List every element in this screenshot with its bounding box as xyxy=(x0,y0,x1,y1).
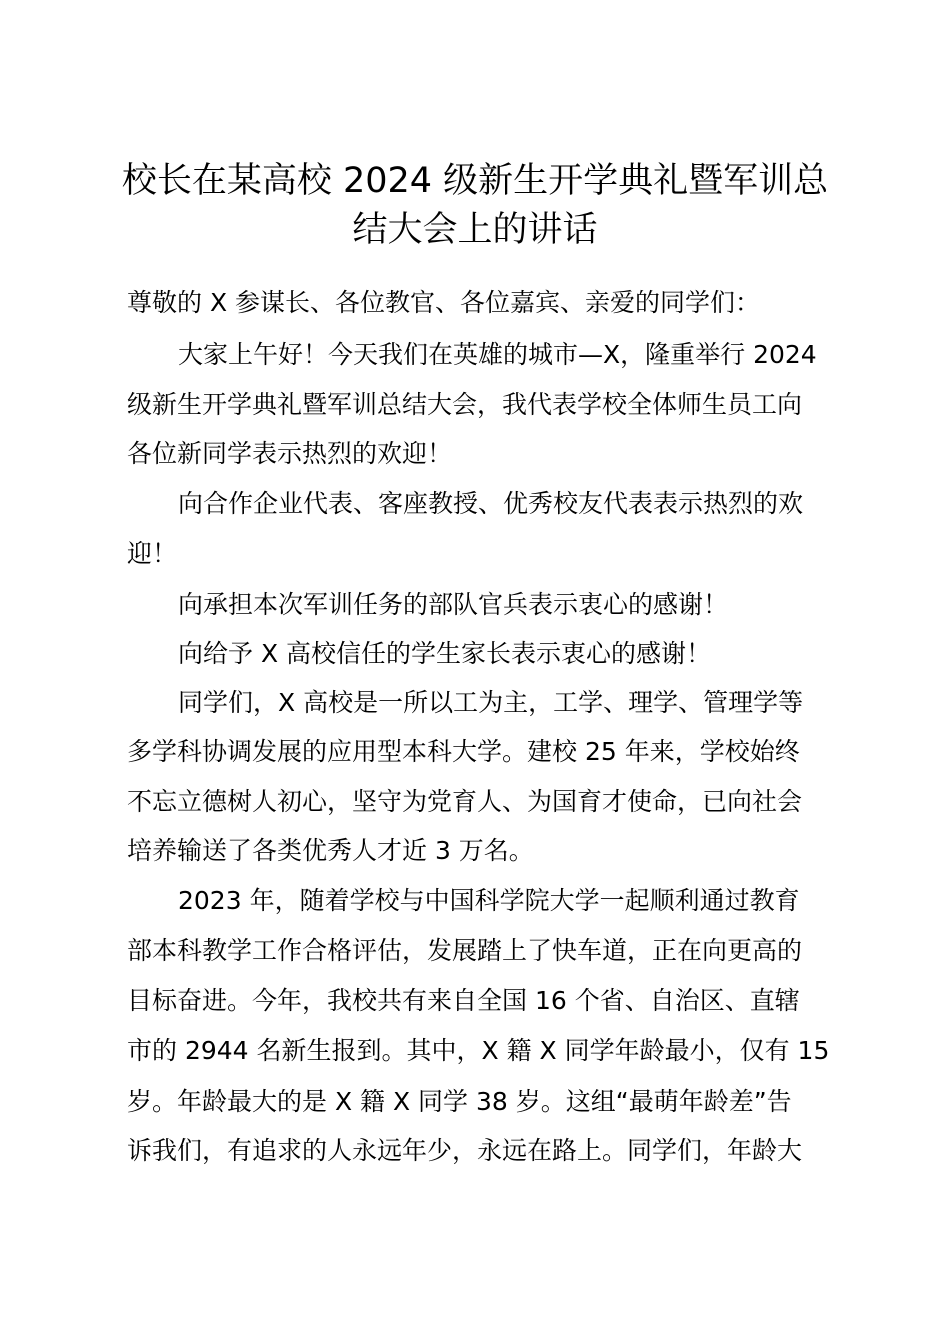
body-line: 向给予 X 高校信任的学生家长表示衷心的感谢！ xyxy=(178,639,712,668)
body-line: 部本科教学工作合格评估，发展踏上了快车道，正在向更高的 xyxy=(127,936,803,965)
body-line: 向承担本次军训任务的部队官兵表示衷心的感谢！ xyxy=(178,590,729,619)
body-line: 同学们，X 高校是一所以工为主，工学、理学、管理学等 xyxy=(178,688,804,717)
body-line: 迎！ xyxy=(127,539,178,568)
body-line: 诉我们，有追求的人永远年少，永远在路上。同学们，年龄大 xyxy=(127,1136,803,1165)
body-line: 2023 年，随着学校与中国科学院大学一起顺利通过教育 xyxy=(178,886,800,915)
body-line: 多学科协调发展的应用型本科大学。建校 25 年来，学校始终 xyxy=(127,737,800,766)
document-title-line-1: 校长在某高校 2024 级新生开学典礼暨军训总 xyxy=(121,161,829,201)
body-line: 目标奋进。今年，我校共有来自全国 16 个省、自治区、直辖 xyxy=(127,986,800,1015)
body-line: 培养输送了各类优秀人才近 3 万名。 xyxy=(127,836,534,865)
body-line: 不忘立德树人初心，坚守为党育人、为国育才使命，已向社会 xyxy=(127,787,803,816)
body-line: 岁。年龄最大的是 X 籍 X 同学 38 岁。这组“最萌年龄差”告 xyxy=(127,1087,792,1116)
body-line: 级新生开学典礼暨军训总结大会，我代表学校全体师生员工向 xyxy=(127,390,803,419)
salutation: 尊敬的 X 参谋长、各位教官、各位嘉宾、亲爱的同学们： xyxy=(127,288,761,317)
body-line: 大家上午好！今天我们在英雄的城市—X，隆重举行 2024 xyxy=(178,340,817,369)
document-title-line-2: 结大会上的讲话 xyxy=(352,210,598,250)
body-line: 市的 2944 名新生报到。其中，X 籍 X 同学年龄最小，仅有 15 xyxy=(127,1036,830,1065)
body-line: 各位新同学表示热烈的欢迎！ xyxy=(127,439,453,468)
body-line: 向合作企业代表、客座教授、优秀校友代表表示热烈的欢 xyxy=(178,489,804,518)
